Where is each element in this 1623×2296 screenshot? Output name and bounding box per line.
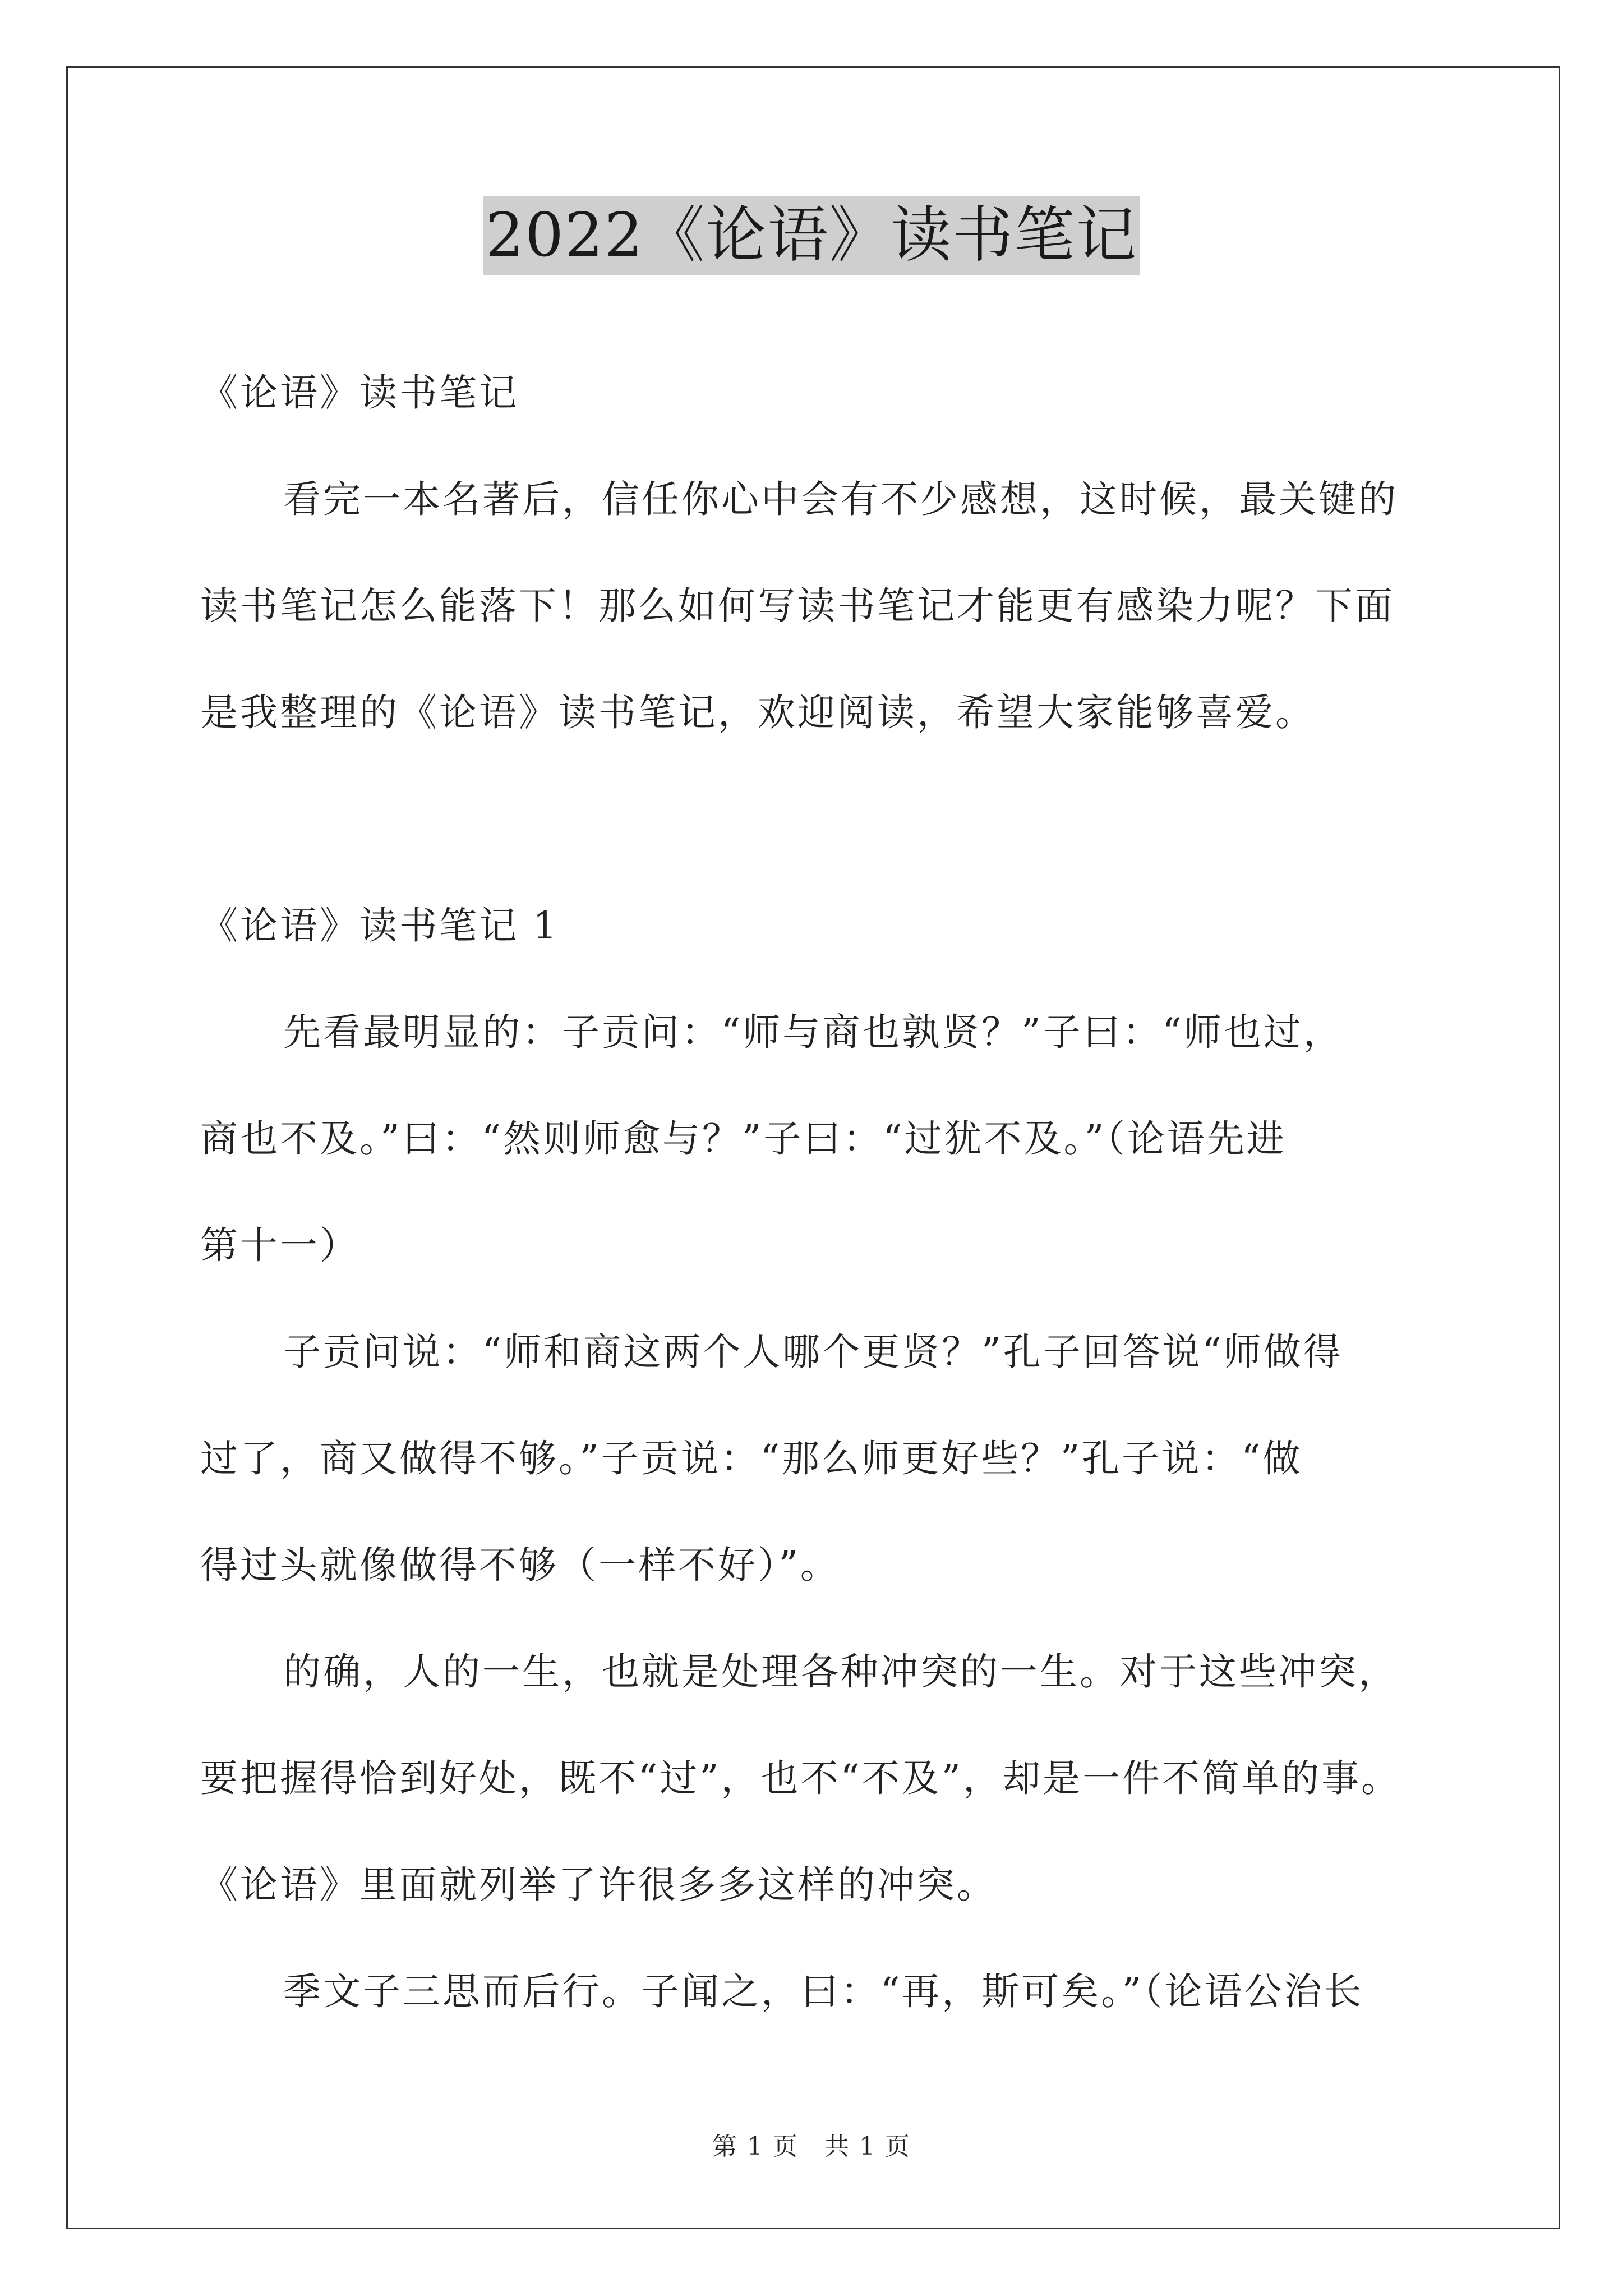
paragraph-line: 子贡问说：“师和商这两个人哪个更贤？”孔子回答说“师做得 (283, 1330, 1343, 1374)
paragraph-line: 过了，商又做得不够。”子贡说：“那么师更好些？”孔子说：“做 (200, 1437, 1303, 1480)
paragraph-line: 得过头就像做得不够（一样不好）”。 (200, 1543, 840, 1587)
paragraph-line: 第十一） (200, 1223, 359, 1267)
paragraph-line: 要把握得恰到好处，既不“过”，也不“不及”，却是一件不简单的事。 (200, 1756, 1401, 1800)
paragraph-line: 商也不及。”曰：“然则师愈与？”子曰：“过犹不及。”（论语先进 (200, 1117, 1287, 1161)
title-container (0, 196, 1623, 275)
page-footer: 第 1 页 共 1 页 (712, 2132, 911, 2161)
section-heading: 《论语》读书笔记 (200, 371, 519, 415)
paragraph-line: 读书笔记怎么能落下！那么如何写读书笔记才能更有感染力呢？下面 (200, 584, 1395, 628)
paragraph-line: 季文子三思而后行。子闻之，曰：“再，斯可矣。”（论语公治长 (283, 1970, 1364, 2013)
document-body (200, 339, 1490, 2045)
paragraph-line: 先看最明显的：子贡问：“师与商也孰贤？”子曰：“师也过， (283, 1010, 1343, 1054)
paragraph-line: 的确，人的一生，也就是处理各种冲突的一生。对于这些冲突， (283, 1650, 1398, 1694)
paragraph-line: 看完一本名著后，信任你心中会有不少感想，这时候，最关键的 (283, 477, 1398, 521)
paragraph-line: 《论语》里面就列举了许很多多这样的冲突。 (200, 1863, 997, 1907)
document-title: 2022《论语》读书笔记 (483, 196, 1140, 275)
paragraph-line: 是我整理的《论语》读书笔记，欢迎阅读，希望大家能够喜爱。 (200, 691, 1315, 734)
section-heading: 《论语》读书笔记 1 (200, 904, 559, 947)
